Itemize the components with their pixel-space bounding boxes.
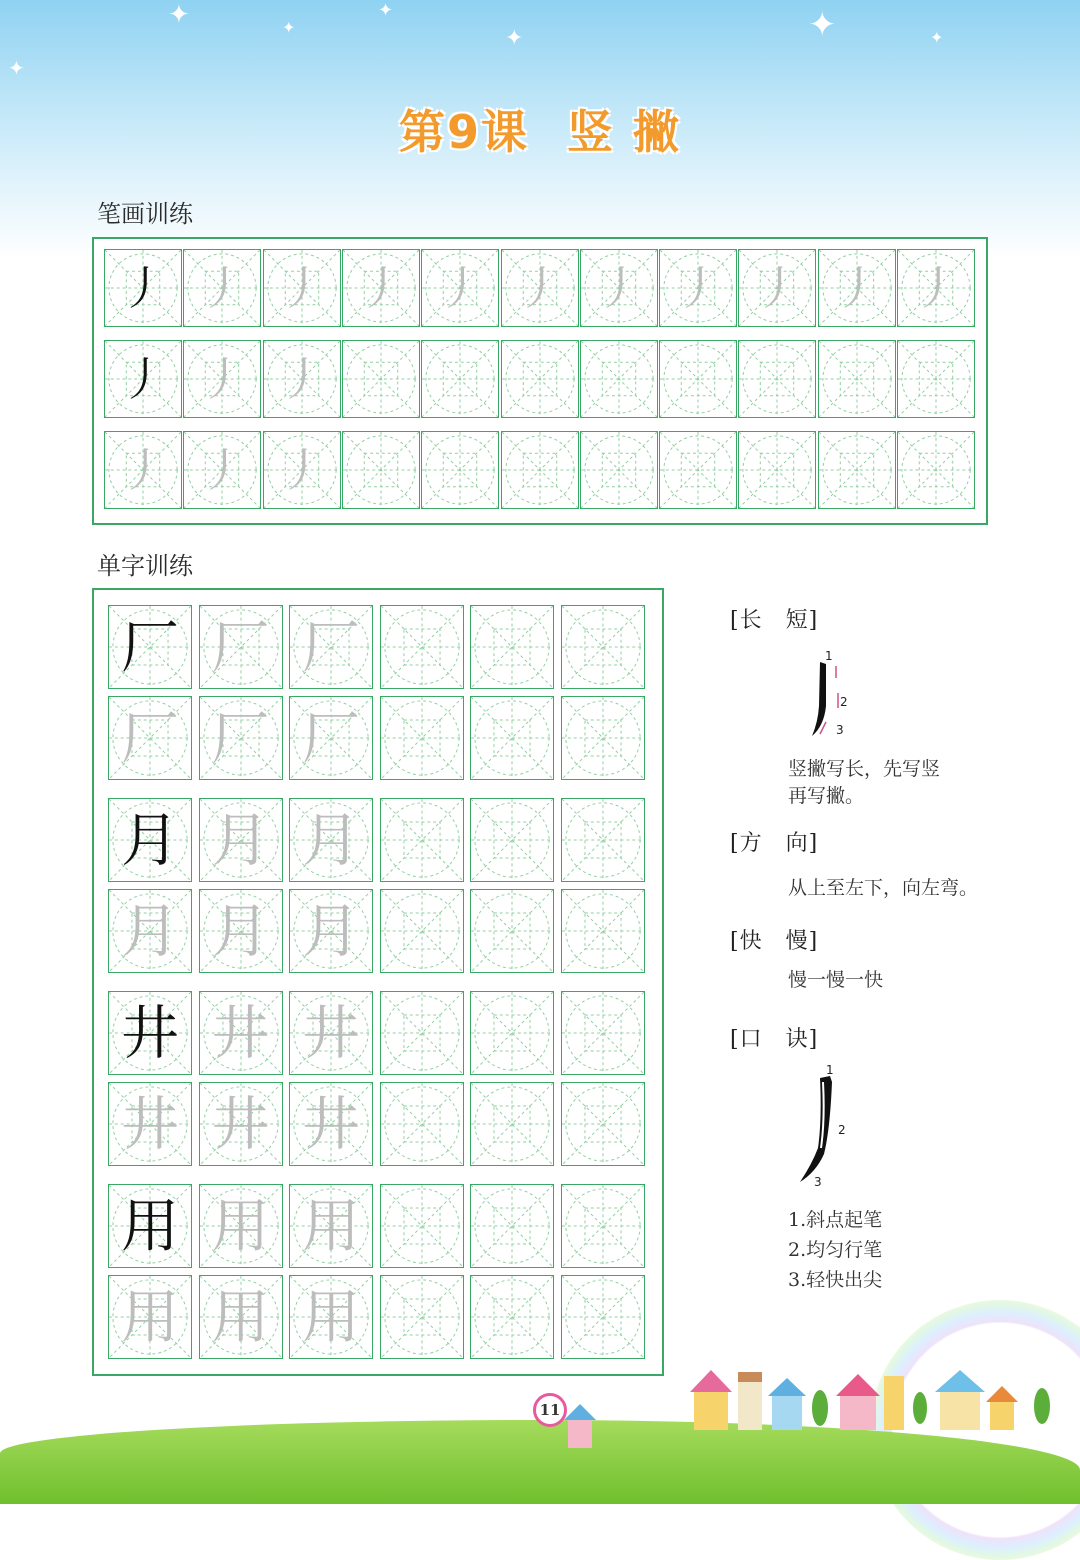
- practice-cell: [470, 991, 554, 1075]
- practice-cell: [561, 605, 645, 689]
- practice-cell: [561, 1275, 645, 1359]
- speed-tip-text: 慢一慢一快: [788, 969, 884, 991]
- practice-cell: [342, 340, 420, 418]
- trace-character: 用: [211, 1192, 270, 1260]
- practice-cell: [199, 991, 283, 1075]
- stroke-mark: 3: [814, 1175, 822, 1189]
- trace-character: 丿: [595, 261, 642, 315]
- direction-tip-text: 从上至左下，向左弯。: [788, 877, 979, 899]
- lesson-name: 竖 撇: [567, 105, 682, 159]
- page-title: [0, 96, 1080, 162]
- trace-character: 丿: [278, 261, 325, 315]
- trace-character: 丿: [278, 443, 325, 497]
- model-character: 厂: [120, 613, 179, 681]
- stroke-mark: 2: [840, 695, 848, 709]
- practice-cell: [289, 1082, 373, 1166]
- practice-cell: [897, 340, 975, 418]
- practice-cell: [818, 249, 896, 327]
- practice-cell: [199, 889, 283, 973]
- practice-cell: [470, 1184, 554, 1268]
- practice-cell: [380, 696, 464, 780]
- model-character: 丿: [120, 352, 166, 406]
- trace-character: 丿: [199, 443, 246, 497]
- length-tip-line: 竖撇写长，先写竖: [788, 758, 941, 780]
- trace-character: 月: [301, 897, 360, 965]
- practice-cell: [561, 1082, 645, 1166]
- character-practice-grid: [92, 588, 664, 1376]
- practice-cell: [470, 696, 554, 780]
- model-character: 用: [120, 1192, 179, 1260]
- speed-tip-heading: [快 慢]: [730, 929, 819, 954]
- practice-cell: [199, 605, 283, 689]
- practice-cell: [421, 431, 499, 509]
- practice-cell: [659, 431, 737, 509]
- practice-cell: [289, 1184, 373, 1268]
- practice-cell: [108, 605, 192, 689]
- practice-cell: [470, 605, 554, 689]
- trace-character: 丿: [278, 352, 325, 406]
- trace-character: 井: [211, 1090, 270, 1158]
- practice-cell: [108, 696, 192, 780]
- vertical-left-falling-stroke-diagram: [800, 648, 860, 740]
- practice-cell: [380, 605, 464, 689]
- practice-cell: [289, 1275, 373, 1359]
- practice-cell: [289, 798, 373, 882]
- practice-cell: [199, 1082, 283, 1166]
- practice-cell: [421, 340, 499, 418]
- practice-cell: [380, 798, 464, 882]
- character-training-label: 单字训练: [97, 552, 193, 580]
- trace-character: 月: [211, 806, 270, 874]
- length-tip-heading: [长 短]: [730, 608, 819, 633]
- trace-character: 月: [301, 806, 360, 874]
- practice-cell: [470, 798, 554, 882]
- practice-cell: [421, 249, 499, 327]
- practice-cell: [289, 696, 373, 780]
- trace-character: 井: [211, 999, 270, 1067]
- practice-cell: [470, 1082, 554, 1166]
- trace-character: 月: [211, 897, 270, 965]
- formula-step: 1.斜点起笔: [788, 1209, 883, 1231]
- practice-cell: [263, 340, 341, 418]
- length-tip-line: 再写撇。: [788, 785, 865, 807]
- practice-cell: [289, 991, 373, 1075]
- practice-cell: [738, 340, 816, 418]
- model-character: 月: [120, 806, 179, 874]
- sparkle-icon: ✦: [930, 28, 944, 47]
- practice-cell: [561, 991, 645, 1075]
- practice-cell: [738, 249, 816, 327]
- practice-cell: [199, 696, 283, 780]
- trace-character: 丿: [516, 261, 563, 315]
- stroke-practice-grid: [92, 237, 988, 525]
- sparkle-icon: ✦: [808, 5, 837, 45]
- stroke-technique-diagram: [790, 1060, 860, 1190]
- practice-cell: [199, 798, 283, 882]
- practice-cell: [183, 249, 261, 327]
- practice-cell: [183, 340, 261, 418]
- practice-cell: [104, 340, 182, 418]
- trace-character: 厂: [211, 613, 270, 681]
- sparkle-icon: ✦: [378, 0, 394, 21]
- practice-cell: [380, 991, 464, 1075]
- practice-cell: [561, 696, 645, 780]
- practice-cell: [501, 249, 579, 327]
- practice-cell: [580, 340, 658, 418]
- practice-cell: [561, 889, 645, 973]
- practice-cell: [580, 249, 658, 327]
- practice-cell: [380, 1082, 464, 1166]
- practice-cell: [561, 1184, 645, 1268]
- practice-cell: [897, 431, 975, 509]
- stroke-training-label: 笔画训练: [97, 200, 193, 228]
- practice-cell: [818, 340, 896, 418]
- practice-cell: [470, 1275, 554, 1359]
- practice-cell: [108, 991, 192, 1075]
- practice-cell: [342, 249, 420, 327]
- stroke-mark: 1: [825, 649, 833, 663]
- practice-cell: [183, 431, 261, 509]
- sparkle-icon: ✦: [505, 26, 524, 51]
- trace-character: 丿: [913, 261, 959, 315]
- practice-cell: [108, 798, 192, 882]
- practice-cell: [501, 340, 579, 418]
- practice-cell: [263, 249, 341, 327]
- practice-cell: [580, 431, 658, 509]
- practice-cell: [818, 431, 896, 509]
- length-tip-text: [788, 756, 940, 810]
- sparkle-icon: ✦: [8, 56, 25, 80]
- trace-character: 丿: [120, 443, 166, 497]
- lesson-number: 第9课: [398, 105, 529, 159]
- stroke-mark: 3: [836, 723, 844, 737]
- trace-character: 井: [301, 1090, 360, 1158]
- direction-tip-heading: [方 向]: [730, 831, 819, 856]
- trace-character: 井: [120, 1090, 179, 1158]
- practice-cell: [263, 431, 341, 509]
- practice-cell: [659, 249, 737, 327]
- formula-tip-heading: [口 诀]: [730, 1027, 819, 1052]
- practice-cell: [659, 340, 737, 418]
- trace-character: 丿: [754, 261, 801, 315]
- trace-character: 用: [211, 1283, 270, 1351]
- stroke-mark: 2: [838, 1123, 846, 1137]
- trace-character: 用: [301, 1283, 360, 1351]
- practice-cell: [289, 889, 373, 973]
- practice-cell: [199, 1184, 283, 1268]
- practice-cell: [108, 889, 192, 973]
- formula-step: 2.均匀行笔: [788, 1239, 883, 1261]
- formula-steps: [788, 1205, 882, 1295]
- model-character: 丿: [120, 261, 166, 315]
- practice-cell: [108, 1184, 192, 1268]
- practice-cell: [561, 798, 645, 882]
- practice-cell: [199, 1275, 283, 1359]
- trace-character: 丿: [675, 261, 722, 315]
- model-character: 井: [120, 999, 179, 1067]
- practice-cell: [470, 889, 554, 973]
- stroke-mark: 1: [826, 1063, 834, 1077]
- practice-cell: [380, 1275, 464, 1359]
- practice-cell: [108, 1082, 192, 1166]
- practice-cell: [289, 605, 373, 689]
- trace-character: 丿: [199, 261, 246, 315]
- trace-character: 丿: [199, 352, 246, 406]
- practice-cell: [108, 1275, 192, 1359]
- practice-cell: [104, 431, 182, 509]
- page-number: 11: [533, 1393, 567, 1427]
- trace-character: 用: [120, 1283, 179, 1351]
- village-decoration: [680, 1360, 1060, 1440]
- trace-character: 厂: [301, 613, 360, 681]
- trace-character: 井: [301, 999, 360, 1067]
- formula-step: 3.轻快出尖: [788, 1269, 883, 1291]
- trace-character: 厂: [301, 704, 360, 772]
- practice-cell: [380, 1184, 464, 1268]
- practice-cell: [501, 431, 579, 509]
- trace-character: 丿: [357, 261, 404, 315]
- trace-character: 丿: [437, 261, 484, 315]
- trace-character: 厂: [211, 704, 270, 772]
- practice-cell: [738, 431, 816, 509]
- trace-character: 用: [301, 1192, 360, 1260]
- trace-character: 丿: [833, 261, 880, 315]
- sparkle-icon: ✦: [282, 18, 296, 37]
- practice-cell: [104, 249, 182, 327]
- practice-cell: [380, 889, 464, 973]
- practice-cell: [342, 431, 420, 509]
- trace-character: 月: [120, 897, 179, 965]
- trace-character: 厂: [120, 704, 179, 772]
- sparkle-icon: ✦: [168, 0, 190, 30]
- practice-cell: [897, 249, 975, 327]
